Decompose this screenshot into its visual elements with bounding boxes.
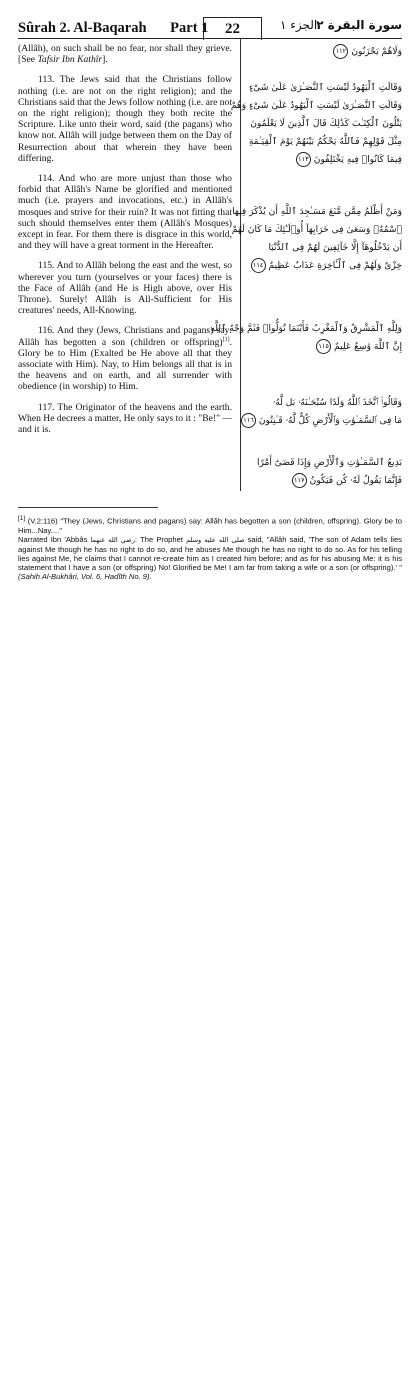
footnote <box>18 507 402 581</box>
verse-115: 115. And to Allâh belong the east and the west, so wherever you turn (yourselves or your faces) there is the Face of Allâh (and He is High above, over His Throne). Surely! Allâh is All-Sufficient for His creatures' needs, All-Knowing. <box>18 260 232 317</box>
arabic-ayah-115: وَلِلَّهِ ٱلْمَشْرِقُ وَٱلْمَغْرِبُ فَأَيْنَمَا تُوَلُّوا۟ فَثَمَّ وَجْهُ ٱللَّهِ إِنَّ ٱللَّهَ وَٰسِعٌ عَلِيمٌ ١١٥ <box>210 324 402 352</box>
page-header <box>18 8 402 39</box>
honorific-radiya: رضي الله عنهما <box>90 535 135 544</box>
ayah-number-marker: ١١٤ <box>251 258 266 273</box>
verse-114: 114. And who are more unjust than those who forbid that Allâh's Name be glorified and mentioned much (i.e. prayers and invocations, etc.) in Allâh's mosques and strive for their ruin? It was not fitting that such should themselves enter them (Allâh's Mosques) except in fear. For them there is disgrace in this world, and they will have a great torment in the Hereafter. <box>18 173 232 252</box>
verse-continuation: (Allâh), on such shall be no fear, nor shall they grieve. [See Tafsir Ibn Kathîr]. <box>18 43 232 66</box>
footnote-marker[interactable]: [1] <box>222 336 230 343</box>
ayah-number-marker: ١١٧ <box>292 473 307 488</box>
honorific-salla: صلى الله عليه وسلم <box>186 535 245 544</box>
two-column-body <box>18 39 402 489</box>
ayah-number-marker: ١١٣ <box>296 152 311 167</box>
surah-title: Sûrah 2. Al-Baqarah <box>18 20 147 36</box>
verse-116: 116. And they (Jews, Christians and pagans) say: Allâh has begotten a son (children or offspring)[1]. Glory be to Him (Exalted be He above all that they associate with Him). Nay, to Him belongs all that is in the heavens and on earth, and all surrender with obedience (in worship) to Him. <box>18 325 233 393</box>
english-translation <box>18 43 232 444</box>
arabic-ayah-114: وَمَنْ أَظْلَمُ مِمَّن مَّنَعَ مَسَـٰجِدَ ٱللَّهِ أَن يُذْكَرَ فِيهَا ٱسْمُهُۥ وَسَعَىٰ فِى خَرَابِهَآ أُو۟لَـٰٓئِكَ مَا كَانَ لَهُمْ أَن يَدْخُلُوهَآ إِلَّا خَآئِفِينَ لَهُمْ فِى ٱلدُّنْيَا خِزْىٌ وَلَهُمْ فِى ٱلْـَٔاخِرَةِ عَذَابٌ عَظِيمٌ ١١٤ <box>231 207 402 271</box>
verse-117: 117. The Originator of the heavens and the earth. When He decrees a matter, He only says to it : "Be!" — and it is. <box>18 401 232 436</box>
part-label: Part 1 <box>170 20 209 36</box>
footnote-text: [1] (V.2:116) "They (Jews, Christians and pagans) say: Allâh has begotten a son (children, offspring). Glory be to Him...Nay...." Narrated Ibn 'Abbâs رضي الله عنهما: The Prophet صلى الله عليه وسلم said, "Allâh said, 'The son of Adam tells lies against Me though he has no right to do so, and he abuses Me though he has no right to do so. As for his telling lies against Me, he claims that I cannot re-create him as I created him before; and as for his abusing Me: it is his statement that I have a son (or offspring) No! Glorified be Me! I am far from taking a wife or a son (or offspring).' " (Sahih Al-Bukhâri, Vol. 6, Hadîth No. 9). <box>18 515 402 581</box>
arabic-ayah-117: بَدِيعُ ٱلسَّمَـٰوَٰتِ وَٱلْأَرْضِ وَإِذَا قَضَىٰٓ أَمْرًا فَإِنَّمَا يَقُولُ لَهُۥ كُن فَيَكُونُ ١١٧ <box>256 458 402 486</box>
footnote-rule <box>18 507 158 508</box>
quran-page <box>18 8 402 581</box>
juz-label-arabic: الجزء ١ <box>280 18 318 32</box>
footnote-number: [1] <box>18 515 26 522</box>
surah-title-arabic: سورة البقرة ٢ <box>316 18 402 32</box>
page-number: 22 <box>203 17 262 40</box>
header-left <box>18 20 208 37</box>
ayah-number-marker: ١١٦ <box>241 413 256 428</box>
arabic-ayah-113: وَقَالَتِ ٱلْيَهُودُ لَيْسَتِ ٱلنَّصَـٰرَىٰ عَلَىٰ شَىْءٍ وَقَالَتِ ٱلنَّصَـٰرَىٰ لَيْسَتِ ٱلْيَهُودُ عَلَىٰ شَىْءٍ وَهُمْ يَتْلُونَ ٱلْكِتَـٰبَ كَذَٰلِكَ قَالَ ٱلَّذِينَ لَا يَعْلَمُونَ مِثْلَ قَوْلِهِمْ فَٱللَّهُ يَحْكُمُ بَيْنَهُمْ يَوْمَ ٱلْقِيَـٰمَةِ فِيمَا كَانُوا۟ فِيهِ يَخْتَلِفُونَ ١١٣ <box>230 83 402 165</box>
ayah-number-marker: ١١٥ <box>316 339 331 354</box>
ayah-number-marker: ١١٢ <box>333 44 348 59</box>
verse-113: 113. The Jews said that the Christians follow nothing (i.e. are not on the right religion); and the Christians said that the Jews follow nothing (i.e. are not on the right religion); though they both recite the Scripture. Like unto their word, said (the pagans) who know not. Allâh will judge between them on the Day of Resurrection about that wherein they have been differing. <box>18 74 232 164</box>
hadith-source: (Sahih Al-Bukhâri, Vol. 6, Hadîth No. 9) <box>18 571 150 581</box>
arabic-ayah-112: وَلَاهُمْ يَحْزَنُونَ ١١٢ <box>248 43 402 61</box>
arabic-ayah-116: وَقَالُوا۟ ٱتَّخَذَ ٱللَّهُ وَلَدًا سُبْحَـٰنَهُۥ بَل لَّهُۥ مَا فِى ٱلسَّمَـٰوَٰتِ وَٱلْأَرْضِ كُلٌّ لَّهُۥ قَـٰنِتُونَ ١١٦ <box>248 394 402 430</box>
